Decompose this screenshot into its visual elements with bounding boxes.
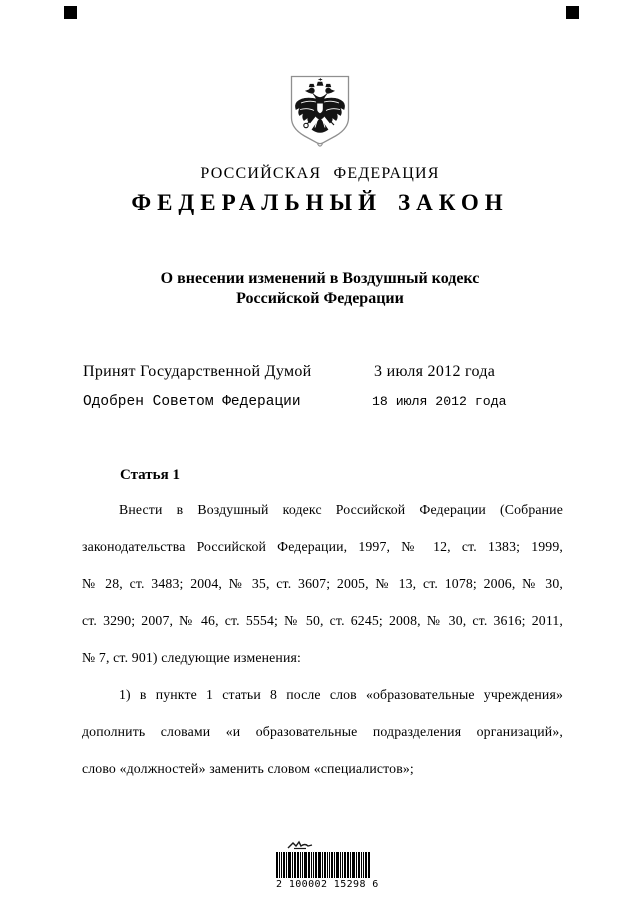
- article-body: [82, 491, 563, 787]
- barcode-bars: [276, 852, 372, 878]
- law-title: [0, 269, 640, 308]
- barcode-bar: [363, 852, 364, 878]
- barcode-bar: [327, 852, 328, 878]
- doc-type-word-1: ФЕДЕРАЛЬНЫЙ: [131, 190, 383, 215]
- body-line: слово «должностей» заменить словом «специалистов»;: [82, 761, 414, 776]
- body-line: законодательства Российской Федерации, 1997, № 12, ст. 1383; 1999,: [82, 539, 563, 554]
- barcode-bar: [361, 852, 362, 878]
- barcode-bar: [288, 852, 291, 878]
- barcode-bar: [358, 852, 360, 878]
- barcode-digits: 2 100002 15298 6: [276, 879, 379, 890]
- barcode-bar: [368, 852, 370, 878]
- adoption-block: [83, 362, 523, 421]
- adopted-by-duma-date: 3 июля 2012 года: [374, 363, 496, 380]
- barcode-bar: [294, 852, 296, 878]
- barcode-bar: [281, 852, 282, 878]
- barcode-bar: [344, 852, 346, 878]
- approved-by-federation-council-row: [83, 392, 523, 422]
- body-line: 1) в пункте 1 статьи 8 после слов «образовательные учреждения»: [119, 687, 563, 702]
- doc-type-word-2: ЗАКОН: [398, 190, 509, 215]
- barcode-bar: [336, 852, 339, 878]
- barcode-bar: [304, 852, 307, 878]
- barcode-bar: [352, 852, 355, 878]
- article-1-heading: Статья 1: [120, 467, 180, 483]
- approved-by-federation-council-label: Одобрен Советом Федерации: [83, 393, 301, 410]
- barcode-bar: [342, 852, 343, 878]
- approved-by-federation-council-date: 18 июля 2012 года: [372, 393, 507, 409]
- barcode-bar: [356, 852, 357, 878]
- barcode-bar: [334, 852, 335, 878]
- barcode-bar: [329, 852, 330, 878]
- barcode-bar: [340, 852, 341, 878]
- barcode-bar: [324, 852, 326, 878]
- barcode-bar: [331, 852, 333, 878]
- adopted-by-duma-row: [83, 362, 523, 392]
- signature-squiggle-icon: [285, 840, 315, 851]
- barcode-bar: [283, 852, 285, 878]
- barcode-bar: [322, 852, 323, 878]
- law-title-line-1: О внесении изменений в Воздушный кодекс: [160, 270, 480, 287]
- body-line: № 7, ст. 901) следующие изменения:: [82, 650, 301, 665]
- barcode-bar: [276, 852, 278, 878]
- barcode-bar: [286, 852, 287, 878]
- country-heading: РОССИЙСКАЯ ФЕДЕРАЦИЯ: [200, 165, 440, 182]
- barcode-block: [276, 840, 379, 890]
- barcode-bar: [297, 852, 299, 878]
- registration-mark-top-right: [566, 6, 579, 19]
- doc-type-heading: [0, 190, 640, 216]
- body-line: ст. 3290; 2007, № 46, ст. 5554; № 50, ст. 6245; 2008, № 30, ст. 3616; 2011,: [82, 613, 563, 628]
- law-title-line-2: Российской Федерации: [236, 289, 404, 307]
- barcode-bar: [315, 852, 317, 878]
- barcode-bar: [318, 852, 321, 878]
- barcode-bar: [292, 852, 293, 878]
- barcode-bar: [302, 852, 303, 878]
- body-line: Внести в Воздушный кодекс Российской Федерации (Собрание: [119, 502, 563, 517]
- adopted-by-duma-label: Принят Государственной Думой: [83, 363, 312, 380]
- barcode-bar: [365, 852, 367, 878]
- barcode-bar: [313, 852, 314, 878]
- coat-of-arms-icon: [287, 72, 353, 150]
- body-line: № 28, ст. 3483; 2004, № 35, ст. 3607; 2005, № 13, ст. 1078; 2006, № 30,: [82, 576, 563, 591]
- body-line: дополнить словами «и образовательные подразделения организаций»,: [82, 724, 563, 739]
- registration-mark-top-left: [64, 6, 77, 19]
- barcode-bar: [311, 852, 312, 878]
- barcode-bar: [347, 852, 349, 878]
- barcode-bar: [350, 852, 351, 878]
- barcode-bar: [279, 852, 280, 878]
- barcode-bar: [300, 852, 301, 878]
- barcode-bar: [308, 852, 310, 878]
